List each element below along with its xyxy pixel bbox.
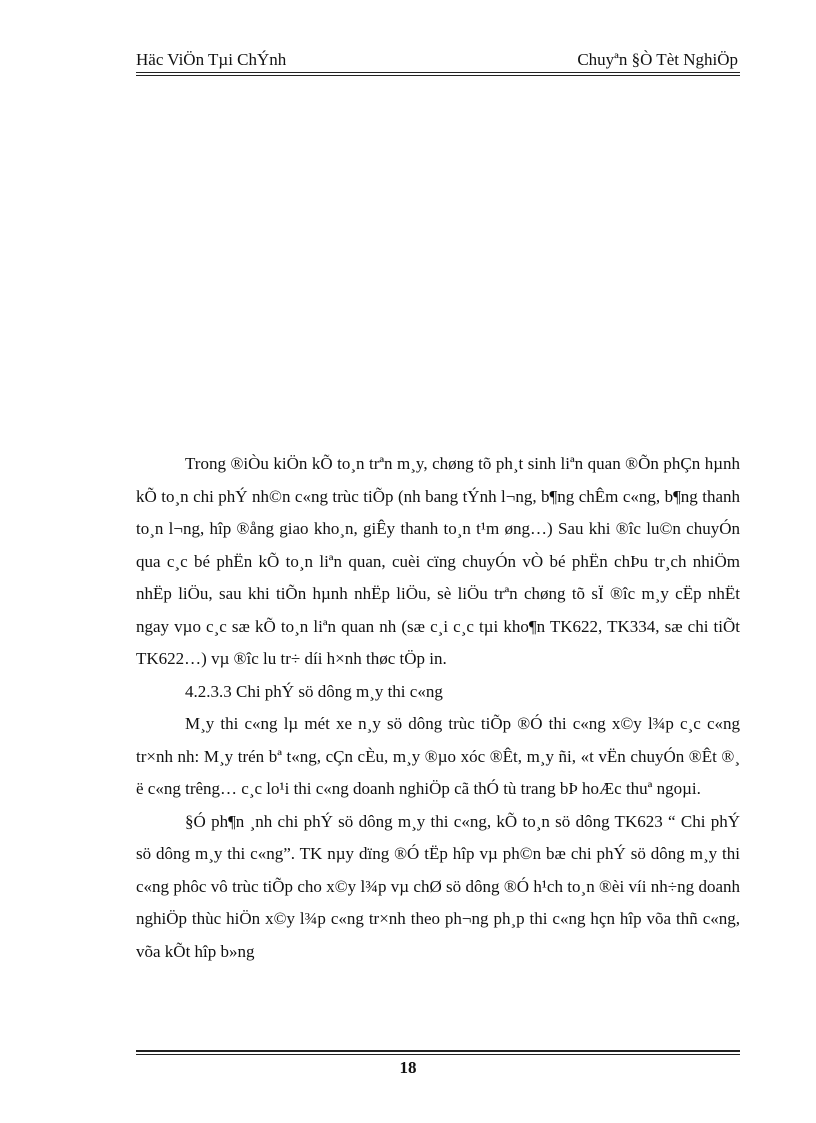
page-number: 18 xyxy=(399,1058,417,1077)
paragraph-machine-definition: M¸y thi c«ng lµ mét xe n¸y sö dông trùc tiÕp ®Ó thi c«ng x©y l¾p c¸c c«ng tr×nh nh: M¸y trén bª t«ng, cÇn cÈu, m¸y ®µo xóc ®Êt, m¸y ñi, «t vËn chuyÓn ®Êt ®¸ ë c«ng trêng… c¸c lo¹i thi c«ng doanh nghiÖp cã thÓ tù trang bÞ hoÆc thuª ngoµi. xyxy=(136,714,740,798)
section-heading-machine-cost: 4.2.3.3 Chi phÝ sö dông m¸y thi c«ng xyxy=(185,681,443,701)
paragraph-data-entry: Trong ®iÒu kiÖn kÕ to¸n trªn m¸y, chøng tõ ph¸t sinh liªn quan ®Õn phÇn hµnh kÕ to¸n chi phÝ nh©n c«ng trùc tiÕp (nh bang tÝnh l¬ng, b¶ng chÊm c«ng, b¶ng thanh to¸n l¬ng, hîp ®ång giao kho¸n, giÊy thanh to¸n t¹m øng…) Sau khi ®îc lu©n chuyÓn qua c¸c bé phËn kÕ to¸n liªn quan, cuèi cïng chuyÓn vÒ bé phËn chÞu tr¸ch nhiÖm nhËp liÖu, sau khi tiÕn hµnh nhËp liÖu, sè liÖu trªn chøng tõ sÏ ®îc m¸y cËp nhËt ngay vµo c¸c sæ kÕ to¸n liªn quan nh (sæ c¸i c¸c tµi kho¶n TK622, TK334, sæ chi tiÕt TK622…) vµ ®îc lu tr÷ díi h×nh thøc tÖp in. xyxy=(136,454,740,668)
page-header xyxy=(136,50,740,74)
page-body xyxy=(136,448,740,968)
header-institution: Häc ViÖn Tµi ChÝnh xyxy=(136,50,287,69)
footer-rule xyxy=(136,1050,740,1052)
header-document-type: Chuyªn §Ò Tèt NghiÖp xyxy=(577,50,738,69)
header-rule-thin xyxy=(136,75,740,76)
paragraph-tk623: §Ó ph¶n ¸nh chi phÝ sö dông m¸y thi c«ng, kÕ to¸n sö dông TK623 “ Chi phÝ sö dông m¸y thi c«ng”. TK nµy dïng ®Ó tËp hîp vµ ph©n bæ chi phÝ sö dông m¸y thi c«ng phôc vô trùc tiÕp cho x©y l¾p vµ chØ sö dông ®Ó h¹ch to¸n ®èi víi nh÷ng doanh nghiÖp thùc hiÖn x©y l¾p c«ng tr×nh theo ph¬ng ph¸p thi c«ng hçn hîp võa thñ c«ng, võa kÕt hîp b»ng xyxy=(136,811,740,961)
footer-rule-thin xyxy=(136,1054,740,1055)
header-rule xyxy=(136,72,740,73)
